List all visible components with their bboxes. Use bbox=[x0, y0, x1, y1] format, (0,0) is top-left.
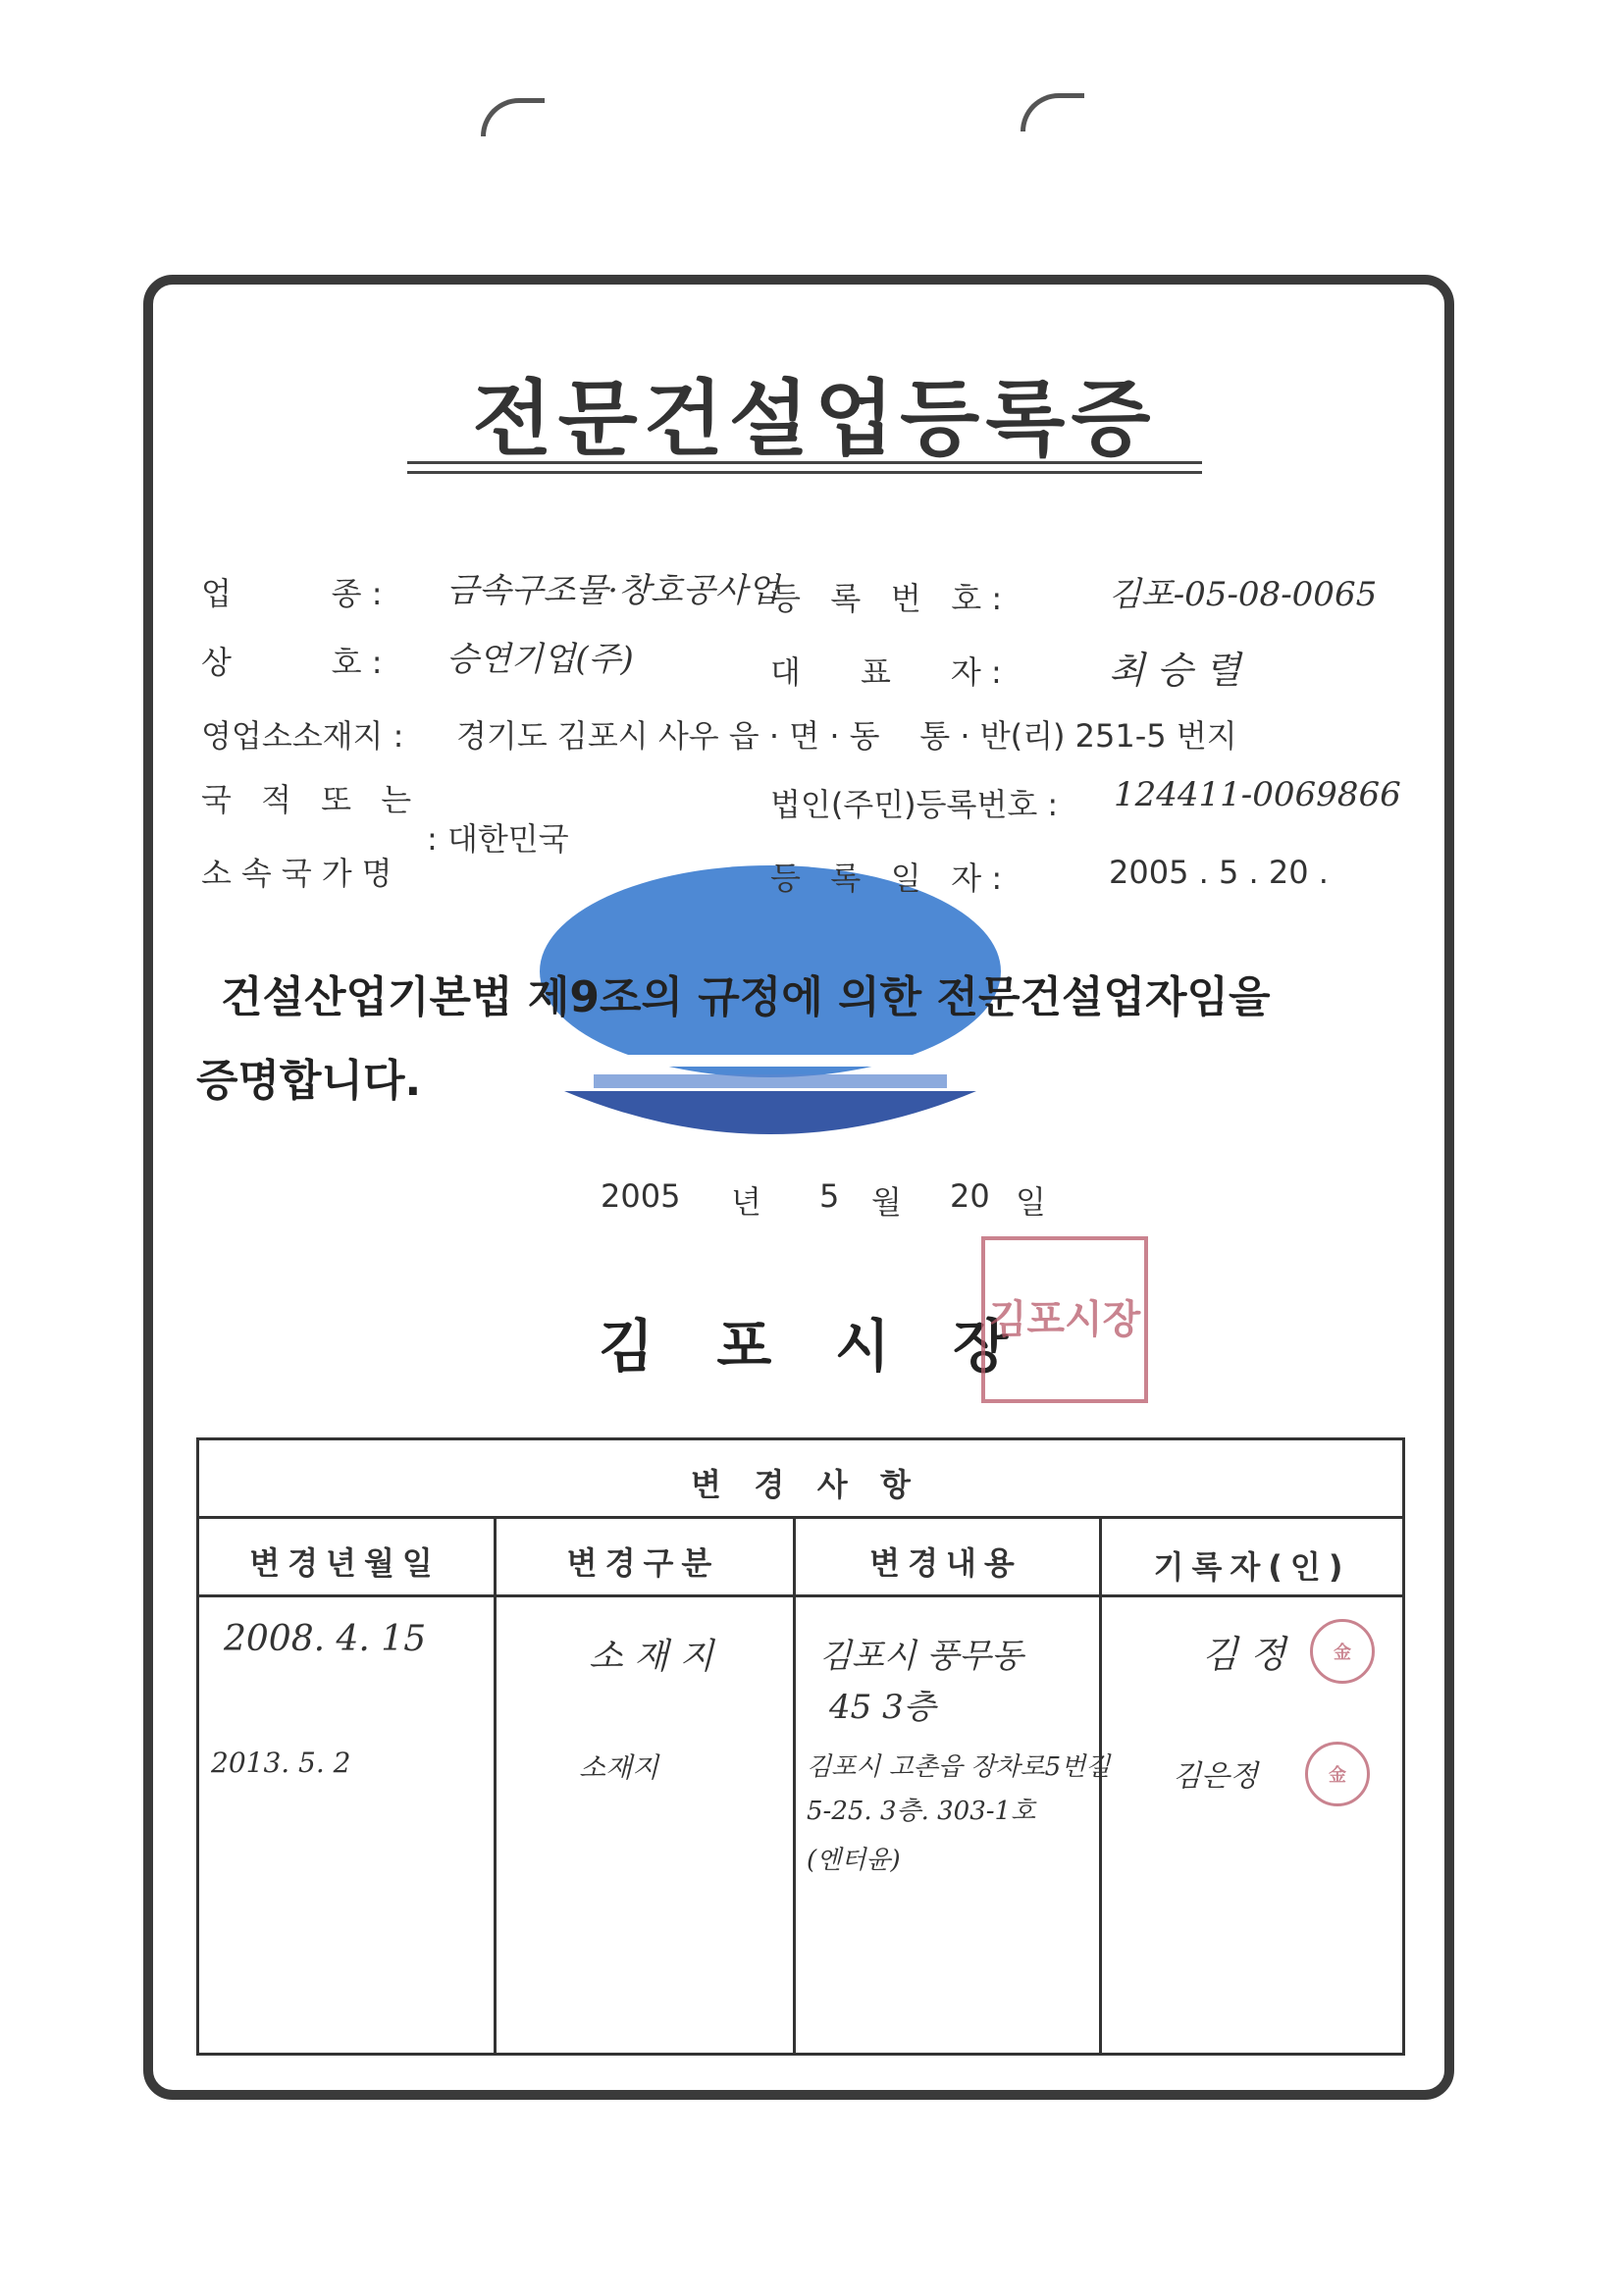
issuer-name: 김 포 시 장 bbox=[599, 1313, 1017, 1380]
representative-value: 최 승 렬 bbox=[1109, 649, 1241, 692]
nationality-label-line1: 국 적 또 는 bbox=[201, 781, 422, 818]
table-header-content: 변경내용 bbox=[869, 1544, 1022, 1582]
row2-content-line1: 김포시 고촌읍 장차로5번길 bbox=[807, 1752, 1111, 1782]
registration-number-label: 등 록 번 호 : bbox=[770, 580, 1003, 617]
issue-day: 20 bbox=[950, 1177, 990, 1215]
row1-content-line1: 김포시 풍무동 bbox=[819, 1637, 1023, 1676]
row1-content-line2: 45 3층 bbox=[829, 1688, 936, 1727]
table-divider-header bbox=[196, 1594, 1405, 1597]
row1-recorder-seal: 金 bbox=[1310, 1619, 1375, 1684]
nationality-value: : 대한민국 bbox=[427, 820, 569, 858]
table-col-divider-3 bbox=[1099, 1516, 1102, 2056]
business-type-label: 업 종 : bbox=[201, 575, 383, 612]
row2-recorder-seal: 金 bbox=[1305, 1742, 1370, 1806]
table-col-divider-2 bbox=[793, 1516, 796, 2056]
punch-mark-left bbox=[481, 98, 545, 136]
table-header-category: 변경구분 bbox=[566, 1544, 720, 1582]
issue-month-unit: 월 bbox=[871, 1183, 902, 1221]
row2-category: 소재지 bbox=[579, 1751, 659, 1784]
certification-statement-line1: 건설산업기본법 제9조의 규정에 의한 전문건설업자임을 bbox=[221, 972, 1271, 1022]
trade-name-value: 승연기업(주) bbox=[446, 640, 634, 679]
issue-year-unit: 년 bbox=[731, 1183, 761, 1221]
address-value: 경기도 김포시 사우 읍 · 면 · 동 통 · 반(리) 251-5 번지 bbox=[456, 717, 1237, 755]
business-type-value: 금속구조물·창호공사업 bbox=[446, 571, 780, 610]
title-underline-1 bbox=[407, 461, 1202, 464]
registration-number-value: 김포-05-08-0065 bbox=[1109, 575, 1378, 614]
certification-statement-line2: 증명합니다. bbox=[196, 1056, 422, 1106]
issue-day-unit: 일 bbox=[1016, 1183, 1046, 1221]
row2-content-line2: 5-25. 3층. 303-1호 bbox=[807, 1797, 1036, 1826]
address-label: 영업소소재지 : bbox=[201, 717, 404, 755]
change-history-table bbox=[196, 1437, 1405, 2056]
certificate-title: 전문건설업등록증 bbox=[472, 370, 1157, 467]
registration-date-value: 2005 . 5 . 20 . bbox=[1109, 854, 1329, 891]
row2-date: 2013. 5. 2 bbox=[211, 1747, 351, 1779]
table-header-recorder: 기록자(인) bbox=[1153, 1548, 1351, 1586]
issue-month: 5 bbox=[819, 1177, 840, 1215]
representative-label: 대 표 자 : bbox=[770, 653, 1002, 691]
registration-date-label: 등 록 일 자 : bbox=[770, 860, 1003, 897]
row2-content-line3: (엔터윤) bbox=[807, 1846, 901, 1875]
issue-year: 2005 bbox=[601, 1177, 681, 1215]
official-seal-stamp: 김포시장 bbox=[981, 1236, 1148, 1403]
trade-name-label: 상 호 : bbox=[201, 644, 383, 681]
title-underline-2 bbox=[407, 471, 1202, 474]
table-header-date: 변경년월일 bbox=[249, 1544, 441, 1582]
corporate-number-value: 124411-0069866 bbox=[1114, 775, 1401, 814]
corporate-number-label: 법인(주민)등록번호 : bbox=[770, 786, 1059, 823]
change-table-title: 변 경 사 항 bbox=[691, 1466, 911, 1503]
row1-category: 소 재 지 bbox=[589, 1637, 714, 1677]
row1-recorder: 김 정 bbox=[1202, 1633, 1286, 1676]
row2-recorder: 김은정 bbox=[1173, 1759, 1258, 1794]
punch-mark-right bbox=[1021, 93, 1084, 131]
table-col-divider-1 bbox=[494, 1516, 497, 2056]
nationality-label-line2: 소속국가명 bbox=[201, 855, 402, 892]
table-divider-title bbox=[196, 1516, 1405, 1519]
row1-date: 2008. 4. 15 bbox=[224, 1619, 427, 1659]
